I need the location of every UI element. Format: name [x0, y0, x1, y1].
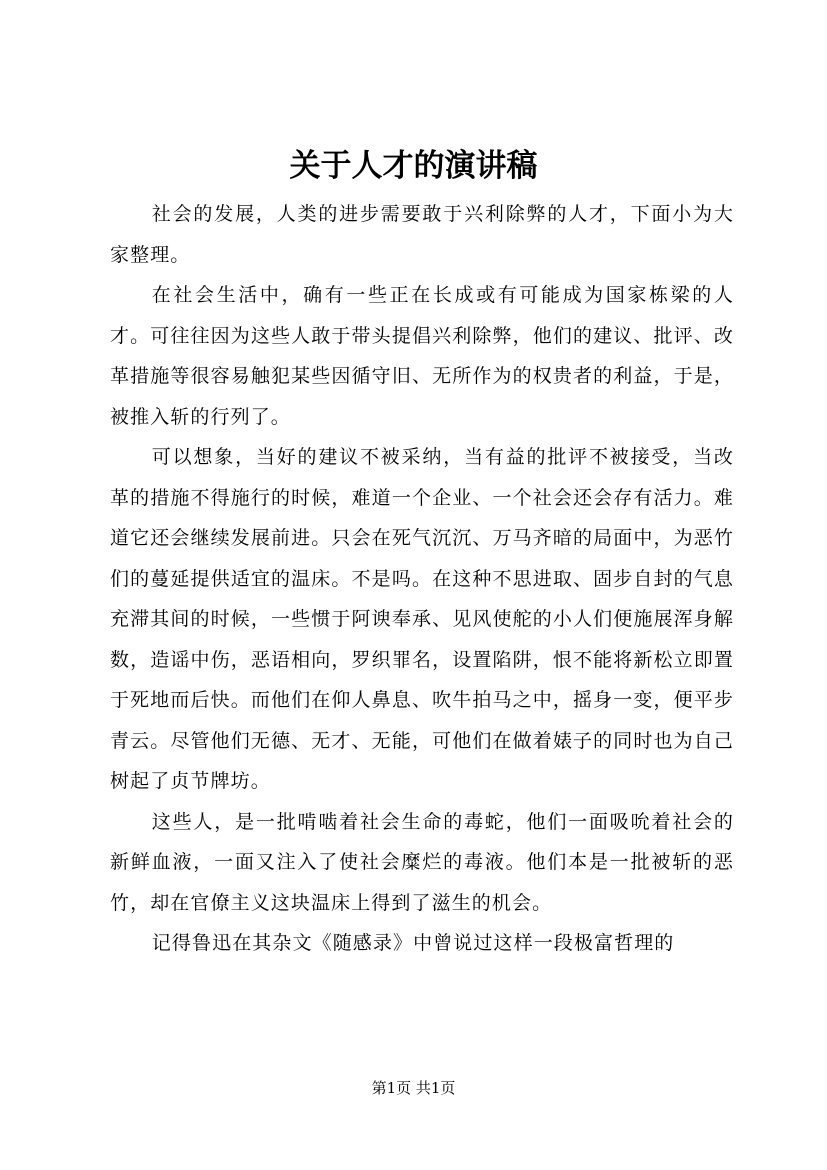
page-footer: 第1页 共1页	[371, 1079, 456, 1097]
paragraph-5: 记得鲁迅在其杂文《随感录》中曾说过这样一段极富哲理的	[151, 932, 675, 954]
paragraph-3: 可以想象，当好的建议不被采纳，当有益的批评不被接受，当改革的措施不得施行的时候，难道一个企业、一个社会还会存有活力。难道它还会继续发展前进。只会在死气沉沉、万马齐暗的局面中，为恶竹们的蔓延提供适宜的温床。不是吗。在这种不思进取、固步自封的气息充滞其间的时候，一些惯于阿谀奉承、见风使舵的小人们便施展浑身解数，造谣中伤，恶语相向，罗织罪名，设置陷阱，恨不能将新松立即置于死地而后快。而他们在仰人鼻息、吹牛拍马之中，摇身一变，便平步青云。尽管他们无德、无才、无能，可他们在做着婊子的同时也为自己树起了贞节牌坊。	[110, 446, 734, 792]
paragraph-2: 在社会生活中，确有一些正在长成或有可能成为国家栋梁的人才。可往往因为这些人敢于带头提倡兴利除弊，他们的建议、批评、改革措施等很容易触犯某些因循守旧、无所作为的权贵者的利益，于是，被推入斩的行列了。	[110, 284, 734, 428]
document-title: 关于人才的演讲稿	[289, 148, 538, 184]
paragraph-1: 社会的发展，人类的进步需要敢于兴利除弊的人才，下面小为大家整理。	[110, 203, 734, 266]
document-body	[110, 194, 734, 964]
paragraph-4: 这些人，是一批啃啮着社会生命的毒蛇，他们一面吸吮着社会的新鲜血液，一面又注入了使社会糜烂的毒液。他们本是一批被斩的恶竹，却在官僚主义这块温床上得到了滋生的机会。	[110, 810, 734, 914]
